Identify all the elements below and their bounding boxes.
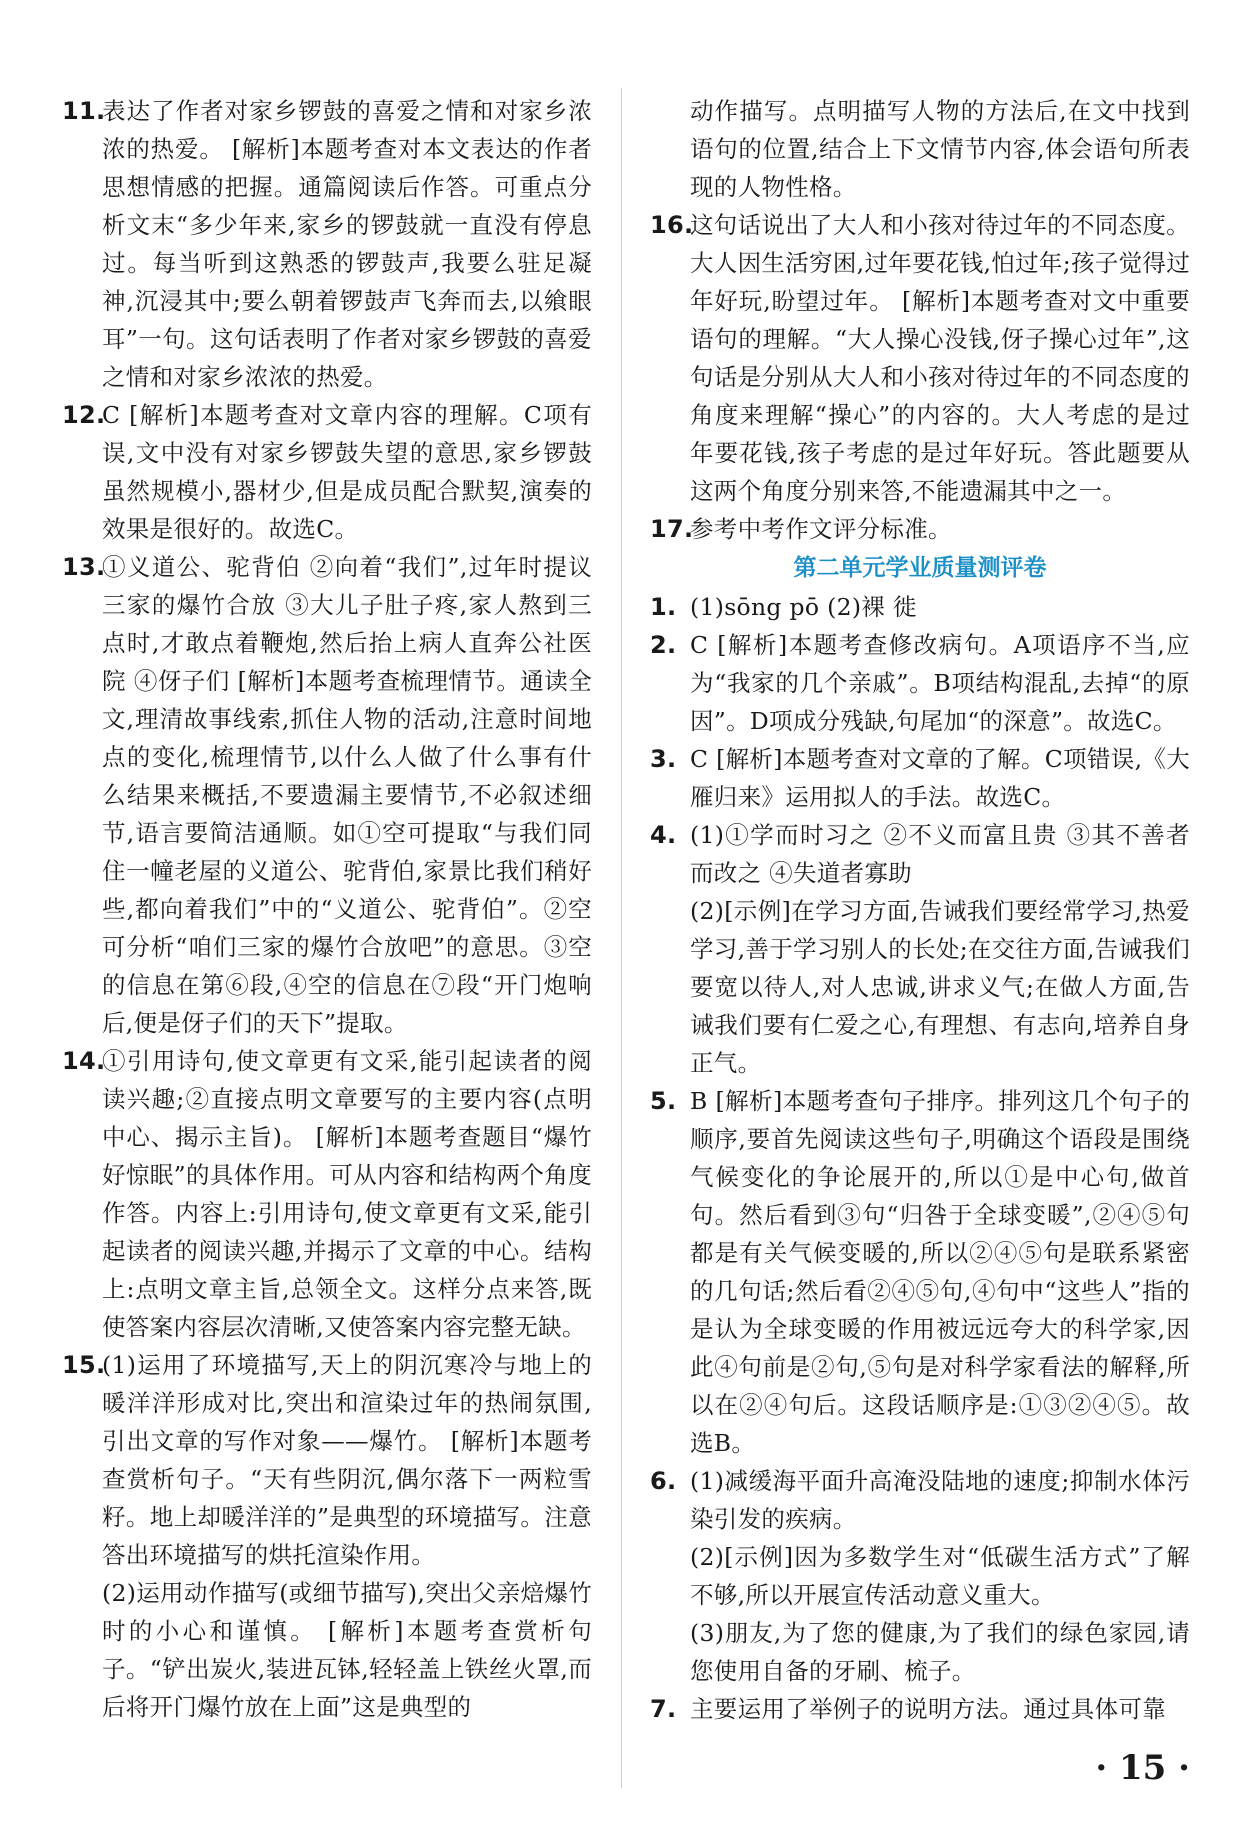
answer-text: (3)朋友,为了您的健康,为了我们的绿色家园,请您使用自备的牙刷、梳子。	[690, 1619, 1190, 1685]
item-number: 11.	[62, 97, 106, 125]
answer-text: B [解析]本题考查句子排序。排列这几个句子的顺序,要首先阅读这些句子,明确这个语段是围绕气候变化的争论展开的,所以①是中心句,做首句。然后看到③句“归咎于全球变暖”,②④⑤句都是有关气候变暖的,所以②④⑤句是联系紧密的几句话;然后看②④⑤句,④句中“这些人”指的是认为全球变暖的作用被远远夸大的科学家,因此④句前是②句,⑤句是对科学家看法的解释,所以在②④句后。这段话顺序是:①③②④⑤。故选B。	[690, 1087, 1190, 1457]
section-title: 第二单元学业质量测评卷	[793, 555, 1047, 581]
answer-item	[650, 206, 1190, 510]
answer-item	[650, 740, 1190, 816]
right-column	[650, 92, 1190, 1728]
answer-item	[650, 510, 1190, 548]
item-number: 16.	[650, 211, 694, 239]
answer-text: (1)运用了环境描写,天上的阴沉寒冷与地上的暖洋洋形成对比,突出和渲染过年的热闹氛围,引出文章的写作对象——爆竹。 [解析]本题考查赏析句子。“天有些阴沉,偶尔落下一两粒雪籽。地上却暖洋洋的”是典型的环境描写。注意答出环境描写的烘托渲染作用。	[102, 1351, 592, 1569]
left-column	[62, 92, 592, 1726]
answer-item	[62, 92, 592, 396]
item-number: 13.	[62, 553, 106, 581]
item-number: 12.	[62, 401, 106, 429]
answer-text: C [解析]本题考查对文章内容的理解。C项有误,文中没有对家乡锣鼓失望的意思,家乡锣鼓虽然规模小,器材少,但是成员配合默契,演奏的效果是很好的。故选C。	[102, 401, 592, 543]
answer-item	[650, 1690, 1190, 1728]
item-number: 3.	[650, 745, 677, 773]
answer-text: C [解析]本题考查对文章的了解。C项错误,《大雁归来》运用拟人的手法。故选C。	[690, 745, 1190, 811]
answer-text: (1)减缓海平面升高淹没陆地的速度;抑制水体污染引发的疾病。	[690, 1467, 1190, 1533]
answer-text: (2)运用动作描写(或细节描写),突出父亲焙爆竹时的小心和谨慎。 [解析]本题考查赏析句子。“铲出炭火,装进瓦钵,轻轻盖上铁丝火罩,而后将开门爆竹放在上面”这是典型的	[102, 1579, 592, 1721]
answer-text: (2)[示例]在学习方面,告诫我们要经常学习,热爱学习,善于学习别人的长处;在交往方面,告诫我们要宽以待人,对人忠诚,讲求义气;在做人方面,告诫我们要有仁爱之心,有理想、有志向,培养自身正气。	[690, 897, 1190, 1077]
answer-item	[62, 548, 592, 1042]
item-number: 17.	[650, 515, 694, 543]
answer-text: (1)sōng pō (2)裸 徙	[690, 593, 917, 621]
page-number: · 15 ·	[1095, 1748, 1190, 1788]
answer-text: ①引用诗句,使文章更有文采,能引起读者的阅读兴趣;②直接点明文章要写的主要内容(点明中心、揭示主旨)。 [解析]本题考查题目“爆竹好惊眠”的具体作用。可从内容和结构两个角度作答。内容上:引用诗句,使文章更有文采,能引起读者的阅读兴趣,并揭示了文章的中心。结构上:点明文章主旨,总领全文。这样分点来答,既使答案内容层次清晰,又使答案内容完整无缺。	[102, 1047, 592, 1341]
answer-item	[62, 1042, 592, 1346]
answer-text: ①义道公、驼背伯 ②向着“我们”,过年时提议三家的爆竹合放 ③大儿子肚子疼,家人熬到三点时,才敢点着鞭炮,然后抬上病人直奔公社医院 ④伢子们 [解析]本题考查梳理情节。通读全文,理清故事线索,抓住人物的活动,注意时间地点的变化,梳理情节,以什么人做了什么事有什么结果来概括,不要遗漏主要情节,不必叙述细节,语言要简洁通顺。如①空可提取“与我们同住一幢老屋的义道公、驼背伯,家景比我们稍好些,都向着我们”中的“义道公、驼背伯”。②空可分析“咱们三家的爆竹合放吧”的意思。③空的信息在第⑥段,④空的信息在⑦段“开门炮响后,便是伢子们的天下”提取。	[102, 553, 592, 1037]
answer-item	[62, 1346, 592, 1574]
answer-item	[650, 626, 1190, 740]
column-divider	[621, 88, 622, 1788]
item-number: 6.	[650, 1467, 677, 1495]
answer-item	[650, 1082, 1190, 1462]
answer-continuation	[650, 1614, 1190, 1690]
answer-item	[62, 396, 592, 548]
item-number: 1.	[650, 593, 677, 621]
answer-text: (2)[示例]因为多数学生对“低碳生活方式”了解不够,所以开展宣传活动意义重大。	[690, 1543, 1190, 1609]
answer-continuation	[650, 1538, 1190, 1614]
answer-item	[650, 1462, 1190, 1538]
item-number: 14.	[62, 1047, 106, 1075]
answer-continuation	[650, 92, 1190, 206]
answer-text: (1)①学而时习之 ②不义而富且贵 ③其不善者而改之 ④失道者寡助	[690, 821, 1190, 887]
answer-continuation	[650, 892, 1190, 1082]
answer-item	[650, 816, 1190, 892]
answer-text: 动作描写。点明描写人物的方法后,在文中找到语句的位置,结合上下文情节内容,体会语句所表现的人物性格。	[690, 97, 1190, 201]
item-number: 4.	[650, 821, 677, 849]
answer-text: 表达了作者对家乡锣鼓的喜爱之情和对家乡浓浓的热爱。 [解析]本题考查对本文表达的作者思想情感的把握。通篇阅读后作答。可重点分析文末“多少年来,家乡的锣鼓就一直没有停息过。每当听到这熟悉的锣鼓声,我要么驻足凝神,沉浸其中;要么朝着锣鼓声飞奔而去,以飨眼耳”一句。这句话表明了作者对家乡锣鼓的喜爱之情和对家乡浓浓的热爱。	[102, 97, 592, 391]
item-number: 5.	[650, 1087, 677, 1115]
item-number: 7.	[650, 1695, 677, 1723]
answer-text: C [解析]本题考查修改病句。A项语序不当,应为“我家的几个亲戚”。B项结构混乱,去掉“的原因”。D项成分残缺,句尾加“的深意”。故选C。	[690, 631, 1190, 735]
answer-item	[650, 588, 1190, 626]
answer-text: 主要运用了举例子的说明方法。通过具体可靠	[690, 1695, 1166, 1723]
item-number: 15.	[62, 1351, 106, 1379]
item-number: 2.	[650, 631, 677, 659]
answer-continuation	[62, 1574, 592, 1726]
answer-text: 这句话说出了大人和小孩对待过年的不同态度。大人因生活穷困,过年要花钱,怕过年;孩子觉得过年好玩,盼望过年。 [解析]本题考查对文中重要语句的理解。“大人操心没钱,伢子操心过年”,这句话是分别从大人和小孩对待过年的不同态度的角度来理解“操心”的内容的。大人考虑的是过年要花钱,孩子考虑的是过年好玩。答此题要从这两个角度分别来答,不能遗漏其中之一。	[690, 211, 1190, 505]
answer-text: 参考中考作文评分标准。	[690, 515, 952, 543]
